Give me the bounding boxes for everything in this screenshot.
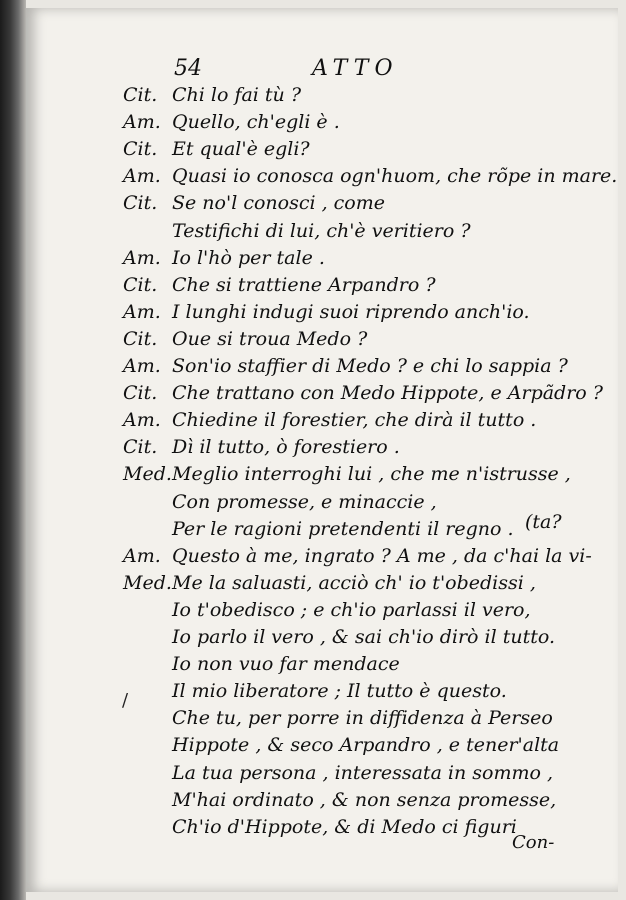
verse-text: I lunghi indugi suoi riprendo anch'io. <box>172 300 530 323</box>
verse-text: Me la saluasti, acciò ch' io t'obedissi , <box>172 571 536 594</box>
speaker-label: Med. <box>123 571 172 594</box>
verse-line <box>0 138 600 164</box>
verse-text: Chi lo fai tù ? <box>172 84 302 106</box>
speaker-label: Cit. <box>123 327 158 350</box>
verse-text: Che si trattiene Arpandro ? <box>172 273 436 296</box>
verse-line <box>0 518 600 544</box>
verse-text: Meglio interroghi lui , che me n'istrusse , <box>172 463 571 486</box>
verse-line <box>0 707 600 733</box>
overflow-word: (ta? <box>525 511 562 533</box>
verse-line <box>0 653 600 679</box>
verse-text: Hippote , & seco Arpandro , e tener'alta <box>172 734 560 757</box>
verse-line <box>0 165 618 191</box>
verse-line <box>0 680 600 706</box>
speaker-label: Med. <box>123 463 172 486</box>
verse-text: Chiedine il forestier, che dirà il tutto . <box>172 409 537 432</box>
verse-line <box>0 734 600 760</box>
verse-text: Se no'l conosci , come <box>172 192 385 215</box>
speaker-label: Am. <box>123 111 161 134</box>
verse-line <box>0 328 600 354</box>
page-number: 54 <box>174 56 202 81</box>
verse-line <box>0 355 600 381</box>
verse-line <box>0 789 600 815</box>
verse-line <box>0 301 600 327</box>
verse-text: Ch'io d'Hippote, & di Medo ci figuri <box>172 815 517 838</box>
verse-text: Che tu, per porre in diffidenza à Perseo <box>172 707 553 730</box>
speaker-label: Am. <box>123 544 161 567</box>
verse-line <box>0 192 600 218</box>
verse-text: Testifichi di lui, ch'è veritiero ? <box>172 219 471 242</box>
verse-text: Questo à me, ingrato ? A me , da c'hai la vi- <box>172 544 592 567</box>
speaker-label: Cit. <box>123 192 158 215</box>
speaker-label: Am. <box>123 300 161 323</box>
speaker-label: Am. <box>123 409 161 432</box>
verse-text: Io parlo il vero , & sai ch'io dirò il tutto. <box>172 626 556 648</box>
verse-line <box>0 762 600 788</box>
verse-line <box>0 382 603 408</box>
verse-line <box>0 436 600 462</box>
verse-line <box>0 599 600 625</box>
speaker-label: Cit. <box>123 273 158 296</box>
verse-text: Quasi io conosca ogn'huom, che rõpe in mare. <box>172 165 618 188</box>
verse-line <box>0 463 600 489</box>
catchword: Con- <box>512 832 555 853</box>
verse-line <box>0 247 600 273</box>
verse-text: Et qual'è egli? <box>172 138 310 161</box>
verse-line <box>0 409 600 435</box>
verse-line <box>0 274 600 300</box>
running-title: ATTO <box>312 56 399 81</box>
verse-text: La tua persona , interessata in sommo , <box>172 761 554 784</box>
speaker-label: Cit. <box>123 138 158 161</box>
speaker-label: Am. <box>123 165 161 188</box>
verse-line <box>0 111 600 137</box>
verse-text: Dì il tutto, ò forestiero . <box>172 436 400 459</box>
verse-text: Quello, ch'egli è . <box>172 111 340 134</box>
verse-line <box>0 572 600 598</box>
speaker-label: Cit. <box>123 382 158 405</box>
verse-text: Per le ragioni pretendenti il regno . <box>172 517 514 540</box>
verse-text: Che trattano con Medo Hippote, e Arpãdro ? <box>172 382 603 405</box>
margin-mark: / <box>122 690 129 711</box>
verse-text: Io l'hò per tale . <box>172 246 325 269</box>
verse-text: Io t'obedisco ; e ch'io parlassi il vero, <box>172 598 531 621</box>
verse-text: Con promesse, e minaccie , <box>172 490 437 513</box>
verse-line <box>0 84 600 110</box>
verse-line <box>0 220 600 246</box>
speaker-label: Cit. <box>123 436 158 459</box>
verse-line <box>0 816 600 842</box>
speaker-label: Am. <box>123 246 161 269</box>
verse-text: Son'io staffier di Medo ? e chi lo sappia ? <box>172 355 568 377</box>
speaker-label: Am. <box>123 355 161 377</box>
verse-line <box>0 491 600 517</box>
verse-line <box>0 545 600 571</box>
speaker-label: Cit. <box>123 84 158 106</box>
verse-text: Il mio liberatore ; Il tutto è questo. <box>172 680 507 703</box>
verse-line <box>0 626 600 652</box>
verse-text: M'hai ordinato , & non senza promesse, <box>172 788 557 811</box>
verse-text: Oue si troua Medo ? <box>172 327 368 350</box>
verse-text: Io non vuo far mendace <box>172 653 400 676</box>
